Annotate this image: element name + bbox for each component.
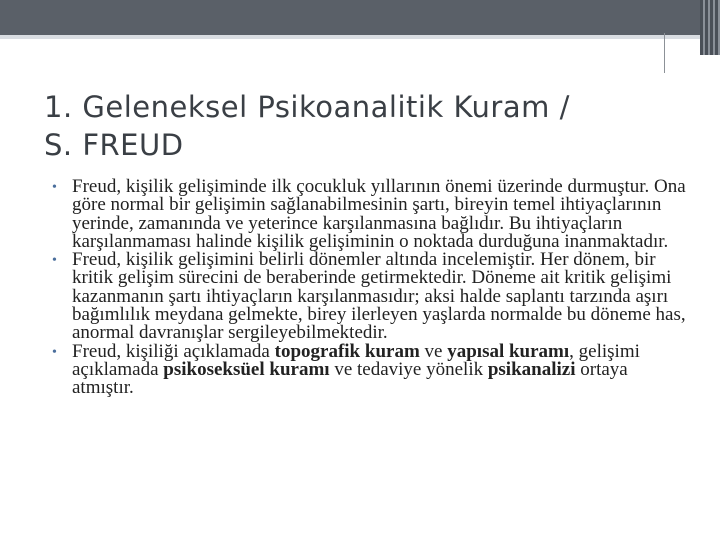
bullet-list bbox=[52, 178, 692, 398]
bold-term-psikoseksuel-kuram: psikoseksüel kuramı bbox=[163, 358, 330, 380]
bullet-text-3-part-3: , gelişimi açıklamada bbox=[72, 340, 640, 380]
corner-decoration bbox=[700, 0, 720, 55]
header-bar bbox=[0, 0, 700, 35]
title-line-1: 1. Geleneksel Psikoanalitik Kuram / bbox=[44, 90, 570, 124]
bullet-marker: • bbox=[52, 253, 57, 269]
bullet-text-3-part-1: Freud, kişiliği açıklamada bbox=[72, 340, 275, 362]
bullet-text-3-part-5: ortaya atmıştır. bbox=[72, 358, 628, 399]
bullet-item-3 bbox=[52, 340, 692, 399]
slide-title bbox=[44, 88, 664, 164]
bullet-text-2: Freud, kişilik gelişimini belirli dönemler altında incelemiştir. Her dönem, bir kritik gelişim sürecini de beraberinde getirmektedir. Döneme ait kritik gelişimi kazanmanın şartı ihtiyaçların karşılanmasıdır; aksi halde saplantı tarzında aşırı bağımlılık meydana gelmekte, birey ilerleyen yaşlarda normalde bu döneme has, anormal davranışlar sergileyebilmektedir. bbox=[72, 249, 686, 344]
divider-line bbox=[664, 33, 665, 73]
bullet-item-1 bbox=[52, 178, 692, 251]
bullet-marker: • bbox=[52, 344, 57, 360]
bold-term-topografik-kuram: topografik kuram bbox=[274, 340, 420, 362]
bullet-marker: • bbox=[52, 180, 57, 195]
header-underline bbox=[0, 35, 700, 39]
title-line-2: S. FREUD bbox=[44, 128, 184, 162]
bold-term-yapisal-kuram: yapısal kuramı bbox=[447, 340, 570, 362]
bullet-item-2 bbox=[52, 251, 692, 342]
bullet-text-3-part-4: ve tedaviye yönelik bbox=[329, 358, 488, 380]
bullet-text-3-part-2: ve bbox=[419, 340, 448, 362]
bold-term-psikanaliz: psikanalizi bbox=[487, 358, 576, 380]
bullet-text-1: Freud, kişilik gelişiminde ilk çocukluk yıllarının önemi üzerinde durmuştur. Ona göre normal bir gelişimin sağlanabilmesinin şartı, bireyin temel ihtiyaçlarının yerinde, zamanında ve yeterince karşılanmasına bağlıdır. Bu ihtiyaçların karşılanmaması halinde kişilik gelişiminin o noktada durduğuna inanmaktadır. bbox=[72, 176, 686, 252]
